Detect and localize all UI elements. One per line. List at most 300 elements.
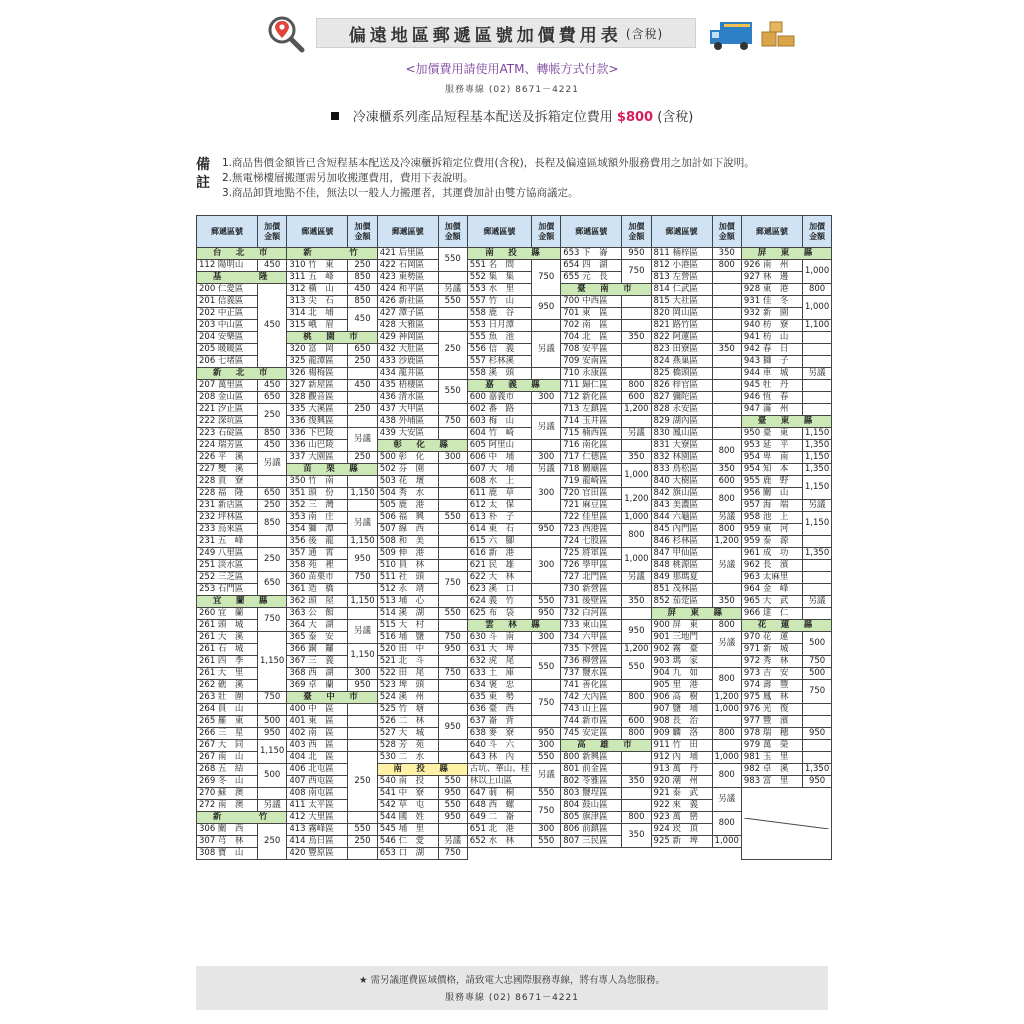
price-cell: 另議	[712, 548, 741, 584]
header-district: 郵遞區號	[287, 216, 348, 248]
price-cell	[712, 392, 741, 404]
price-cell	[802, 356, 831, 368]
header-price-line1: 加價	[718, 221, 735, 231]
price-cell: 800	[622, 692, 651, 704]
district-cell: 407 西屯區	[287, 776, 348, 788]
district-cell: 958 池 上	[741, 512, 802, 524]
district-cell: 636 臺 西	[467, 704, 532, 716]
price-cell: 650	[258, 572, 287, 596]
price-cell	[438, 308, 467, 320]
price-cell: 250	[348, 836, 377, 848]
price-cell: 750	[532, 692, 561, 716]
price-cell: 1,100	[802, 320, 831, 332]
district-cell: 708 安平區	[561, 344, 622, 356]
district-cell: 500 彰 化	[377, 452, 438, 464]
district-cell: 200 仁愛區	[197, 284, 258, 296]
price-cell: 另議	[712, 512, 741, 524]
district-cell: 511 社 頭	[377, 572, 438, 584]
price-cell: 800	[712, 668, 741, 692]
price-cell: 1,150	[348, 488, 377, 500]
district-cell: 925 新 埤	[651, 836, 712, 848]
price-cell: 950	[802, 776, 831, 788]
bullet-square-icon	[331, 112, 339, 120]
price-cell	[348, 476, 377, 488]
district-cell: 233 烏來區	[197, 524, 258, 536]
district-cell: 700 中西區	[561, 296, 622, 308]
header-price-line2: 金額	[538, 231, 555, 241]
price-cell: 250	[258, 500, 287, 512]
district-cell: 427 潭子區	[377, 308, 438, 320]
table-row	[197, 392, 832, 404]
price-cell: 750	[438, 416, 467, 428]
district-cell: 308 寶 山	[197, 848, 258, 860]
table-row	[197, 404, 832, 416]
price-cell: 800	[712, 260, 741, 272]
district-cell: 261 頭 城	[197, 620, 258, 632]
header-district: 郵遞區號	[741, 216, 802, 248]
region-header: 臺 南 市	[561, 284, 651, 296]
table-row	[197, 488, 832, 500]
district-cell: 652 水 林	[467, 836, 532, 848]
district-cell: 400 中 區	[287, 704, 348, 716]
price-cell: 650	[258, 488, 287, 500]
table-row	[197, 320, 832, 332]
table-row	[197, 584, 832, 596]
price-cell: 1,000	[802, 260, 831, 284]
district-cell: 979 萬 榮	[741, 740, 802, 752]
district-cell: 249 八里區	[197, 548, 258, 560]
district-cell: 973 吉 安	[741, 668, 802, 680]
district-cell: 615 六 腳	[467, 536, 532, 548]
district-cell: 709 安南區	[561, 356, 622, 368]
district-cell: 310 竹 東	[287, 260, 348, 272]
price-cell	[622, 800, 651, 812]
district-cell: 822 阿蓮區	[651, 332, 712, 344]
price-cell	[348, 416, 377, 428]
district-cell: 827 彌陀區	[651, 392, 712, 404]
district-cell: 805 旗津區	[561, 812, 622, 824]
price-cell	[348, 848, 377, 860]
district-cell: 424 和平區	[377, 284, 438, 296]
header-price-line1: 加價	[628, 221, 645, 231]
price-cell: 750	[438, 632, 467, 644]
price-cell: 350	[622, 452, 651, 464]
price-cell: 950	[348, 680, 377, 692]
price-cell: 750	[258, 608, 287, 632]
price-cell: 另議	[438, 284, 467, 296]
price-cell	[438, 704, 467, 716]
district-cell: 428 大雅區	[377, 320, 438, 332]
district-cell: 614 東 石	[467, 524, 532, 536]
header-price-line2: 金額	[264, 231, 281, 241]
district-cell: 435 梧棲區	[377, 380, 438, 392]
price-cell: 950	[438, 788, 467, 800]
price-cell: 250	[348, 404, 377, 416]
district-cell: 843 美濃區	[651, 500, 712, 512]
header-price-line1: 加價	[538, 221, 555, 231]
price-cell	[532, 716, 561, 728]
price-cell	[532, 440, 561, 452]
district-cell: 712 新化區	[561, 392, 622, 404]
price-cell: 350	[622, 824, 651, 848]
table-row	[197, 548, 832, 560]
district-cell: 844 六龜區	[651, 512, 712, 524]
district-cell: 653 口 湖	[377, 848, 438, 860]
district-cell: 982 卓 溪	[741, 764, 802, 776]
district-cell: 852 茄萣區	[651, 596, 712, 608]
district-cell: 607 大 埔	[467, 464, 532, 476]
header-price-line2: 金額	[628, 231, 645, 241]
price-cell	[802, 752, 831, 764]
district-cell: 946 恆 春	[741, 392, 802, 404]
district-cell: 365 泰 安	[287, 632, 348, 644]
price-cell: 350	[712, 248, 741, 260]
price-cell: 1,200	[622, 404, 651, 416]
price-cell	[438, 488, 467, 500]
price-cell: 650	[348, 344, 377, 356]
district-cell: 336 山巴陵	[287, 440, 348, 452]
district-cell: 732 白河區	[561, 608, 622, 620]
fridge-fee-line	[0, 106, 1024, 125]
price-cell	[348, 608, 377, 620]
district-cell: 363 公 館	[287, 608, 348, 620]
table-row	[197, 740, 832, 752]
district-cell: 207 萬里區	[197, 380, 258, 392]
district-cell: 526 二 林	[377, 716, 438, 728]
district-cell: 267 大 同	[197, 740, 258, 752]
table-row	[197, 524, 832, 536]
remark-item: 3.商品卸貨地點不佳，無法以一般人力搬運者，其運費加計由雙方協商議定。	[222, 187, 579, 199]
region-header: 台 北 市	[197, 248, 287, 260]
district-cell: 602 番 路	[467, 404, 532, 416]
header-district: 郵遞區號	[197, 216, 258, 248]
table-row	[197, 344, 832, 356]
price-cell: 550	[438, 248, 467, 272]
district-cell: 745 安定區	[561, 728, 622, 740]
header-district: 郵遞區號	[377, 216, 438, 248]
price-cell: 另議	[532, 464, 561, 476]
district-cell: 432 大肚區	[377, 344, 438, 356]
rate-table	[196, 215, 832, 860]
district-cell: 983 富 里	[741, 776, 802, 788]
district-cell: 315 峨 眉	[287, 320, 348, 332]
price-cell	[622, 440, 651, 452]
table-row	[197, 716, 832, 728]
district-cell: 647 莿 桐	[467, 788, 532, 800]
price-cell: 600	[712, 476, 741, 488]
district-cell: 404 北 區	[287, 752, 348, 764]
price-cell: 850	[258, 428, 287, 440]
price-cell: 750	[438, 668, 467, 680]
header-price	[622, 216, 651, 248]
table-row	[197, 428, 832, 440]
price-cell	[802, 584, 831, 596]
price-cell: 950	[532, 296, 561, 320]
price-cell	[258, 788, 287, 800]
district-cell: 364 大 湖	[287, 620, 348, 632]
district-cell: 621 民 雄	[467, 560, 532, 572]
price-cell: 1,000	[712, 752, 741, 764]
district-cell: 823 田寮區	[651, 344, 712, 356]
district-cell: 821 路竹區	[651, 320, 712, 332]
price-cell: 450	[348, 284, 377, 296]
district-cell: 961 成 功	[741, 548, 802, 560]
price-cell: 1,000	[712, 836, 741, 848]
price-cell	[622, 296, 651, 308]
district-cell: 972 秀 林	[741, 656, 802, 668]
region-header: 臺 中 市	[287, 692, 377, 704]
price-cell: 850	[258, 512, 287, 536]
price-cell: 750	[532, 800, 561, 824]
price-cell: 1,150	[348, 536, 377, 548]
price-cell	[712, 404, 741, 416]
price-cell: 550	[438, 296, 467, 308]
district-cell: 509 伸 港	[377, 548, 438, 560]
price-cell	[712, 740, 741, 752]
price-cell	[438, 740, 467, 752]
price-cell	[438, 620, 467, 632]
region-header: 彰 化 縣	[377, 440, 467, 452]
district-cell: 406 北屯區	[287, 764, 348, 776]
district-cell: 361 造 橋	[287, 584, 348, 596]
district-cell: 439 大安區	[377, 428, 438, 440]
table-row	[197, 848, 832, 860]
district-cell: 801 前金區	[561, 764, 622, 776]
district-cell: 921 泰 武	[651, 788, 712, 800]
district-cell: 503 花 壇	[377, 476, 438, 488]
price-cell	[802, 704, 831, 716]
district-cell: 717 仁德區	[561, 452, 622, 464]
boxes-icon	[762, 22, 794, 46]
district-cell: 546 仁 愛	[377, 836, 438, 848]
district-cell: 971 新 城	[741, 644, 802, 656]
district-cell: 545 埔 里	[377, 824, 438, 836]
table-row	[197, 476, 832, 488]
district-cell: 362 頭 屋	[287, 596, 348, 608]
district-cell: 913 萬 丹	[651, 764, 712, 776]
district-cell: 806 前鎮區	[561, 824, 622, 836]
district-cell: 851 茂林區	[651, 584, 712, 596]
table-row	[197, 284, 832, 296]
district-cell: 613 朴 子	[467, 512, 532, 524]
district-cell: 630 斗 南	[467, 632, 532, 644]
header-price	[438, 216, 467, 248]
district-cell: 412 大里區	[287, 812, 348, 824]
district-cell: 831 大寮區	[651, 440, 712, 452]
district-cell: 551 名 間	[467, 260, 532, 272]
district-cell: 265 羅 東	[197, 716, 258, 728]
district-cell: 林以上山區	[467, 776, 532, 788]
district-cell: 311 五 峰	[287, 272, 348, 284]
price-cell: 800	[712, 440, 741, 464]
district-cell: 653 下 崙	[561, 248, 622, 260]
district-cell: 328 觀音區	[287, 392, 348, 404]
district-cell: 944 車 城	[741, 368, 802, 380]
price-cell: 950	[802, 728, 831, 740]
district-cell: 724 七股區	[561, 536, 622, 548]
district-cell: 718 關廟區	[561, 464, 622, 476]
header-price	[348, 216, 377, 248]
price-cell: 800	[622, 812, 651, 824]
district-cell: 541 中 寮	[377, 788, 438, 800]
price-cell: 300	[532, 452, 561, 464]
district-cell: 421 后里區	[377, 248, 438, 260]
district-cell: 957 海 端	[741, 500, 802, 512]
district-cell: 813 左營區	[651, 272, 712, 284]
district-cell: 314 北 埔	[287, 308, 348, 320]
district-cell: 402 南 區	[287, 728, 348, 740]
district-cell: 733 東山區	[561, 620, 622, 632]
price-cell: 1,150	[348, 596, 377, 608]
district-cell: 367 三 義	[287, 656, 348, 668]
price-cell	[438, 476, 467, 488]
price-cell: 800	[802, 284, 831, 296]
price-cell	[438, 320, 467, 332]
district-cell: 263 壯 圍	[197, 692, 258, 704]
price-cell	[532, 536, 561, 548]
district-cell: 540 南 投	[377, 776, 438, 788]
district-cell: 351 頭 份	[287, 488, 348, 500]
price-cell: 600	[622, 392, 651, 404]
price-cell: 800	[622, 380, 651, 392]
district-cell: 623 溪 口	[467, 584, 532, 596]
price-cell: 250	[348, 260, 377, 272]
district-cell: 909 麟 洛	[651, 728, 712, 740]
district-cell: 811 楠梓區	[651, 248, 712, 260]
price-cell: 350	[622, 332, 651, 344]
region-header: 雲 林 縣	[467, 620, 561, 632]
district-cell: 900 屏 東	[651, 620, 712, 632]
district-cell: 926 南 州	[741, 260, 802, 272]
table-row	[197, 632, 832, 644]
district-cell: 201 信義區	[197, 296, 258, 308]
district-cell: 520 田 中	[377, 644, 438, 656]
district-cell: 911 竹 田	[651, 740, 712, 752]
header	[0, 8, 1024, 52]
price-cell: 1,150	[802, 476, 831, 500]
district-cell: 437 大甲區	[377, 404, 438, 416]
header-price-line2: 金額	[809, 231, 826, 241]
price-cell	[438, 524, 467, 536]
price-cell: 250	[258, 548, 287, 572]
district-cell: 954 知 本	[741, 464, 802, 476]
district-cell: 643 林 內	[467, 752, 532, 764]
region-header: 新 竹	[287, 248, 377, 260]
price-cell	[438, 692, 467, 704]
title-tax-label: (含稅)	[625, 26, 664, 41]
price-cell: 800	[712, 812, 741, 836]
district-cell: 845 內門區	[651, 524, 712, 536]
price-cell	[802, 332, 831, 344]
district-cell: 651 北 港	[467, 824, 532, 836]
price-cell: 250	[258, 824, 287, 860]
price-cell	[622, 680, 651, 692]
price-cell	[712, 296, 741, 308]
table-row	[197, 416, 832, 428]
fridge-fee-tax: (含稅)	[657, 110, 694, 125]
price-cell	[802, 608, 831, 620]
price-cell	[712, 656, 741, 668]
price-cell: 300	[532, 740, 561, 752]
district-cell: 251 淡水區	[197, 560, 258, 572]
price-cell	[712, 416, 741, 428]
price-cell	[712, 368, 741, 380]
district-cell: 955 鹿 野	[741, 476, 802, 488]
price-cell	[348, 812, 377, 824]
price-cell: 850	[348, 296, 377, 308]
table-row	[197, 356, 832, 368]
header-price-line1: 加價	[444, 221, 461, 231]
district-cell: 802 苓雅區	[561, 776, 622, 788]
price-cell: 300	[438, 452, 467, 464]
district-cell: 205 暖暖區	[197, 344, 258, 356]
price-cell: 另議	[802, 368, 831, 380]
district-cell: 507 線 西	[377, 524, 438, 536]
district-cell: 720 官田區	[561, 488, 622, 500]
table-row	[197, 728, 832, 740]
price-cell: 350	[712, 596, 741, 608]
price-cell: 300	[532, 632, 561, 644]
title-banner	[316, 18, 696, 48]
price-cell	[438, 680, 467, 692]
header-district: 郵遞區號	[651, 216, 712, 248]
district-cell: 730 新營區	[561, 584, 622, 596]
region-header: 屏 東 縣	[741, 248, 831, 260]
district-cell: 804 鼓山區	[561, 800, 622, 812]
district-cell: 964 金 峰	[741, 584, 802, 596]
district-cell: 632 虎 尾	[467, 656, 532, 668]
price-cell	[802, 404, 831, 416]
price-cell: 950	[258, 728, 287, 740]
district-cell: 744 新市區	[561, 716, 622, 728]
price-cell: 450	[258, 380, 287, 392]
price-cell	[712, 308, 741, 320]
price-cell	[348, 740, 377, 752]
district-cell: 710 永康區	[561, 368, 622, 380]
table-row	[197, 668, 832, 680]
price-cell: 950	[438, 644, 467, 656]
price-cell: 750	[532, 260, 561, 296]
price-cell: 450	[258, 284, 287, 368]
price-cell: 450	[348, 380, 377, 392]
price-cell	[622, 608, 651, 620]
price-cell: 550	[532, 752, 561, 764]
district-cell: 735 下營區	[561, 644, 622, 656]
price-cell: 另議	[348, 512, 377, 536]
district-cell: 267 南 山	[197, 752, 258, 764]
district-cell: 252 三芝區	[197, 572, 258, 584]
price-cell: 550	[532, 596, 561, 608]
price-cell	[622, 344, 651, 356]
price-cell: 另議	[802, 500, 831, 512]
district-cell: 228 福 隆	[197, 488, 258, 500]
price-cell: 750	[438, 572, 467, 596]
price-cell	[438, 824, 467, 836]
price-cell: 250	[348, 356, 377, 368]
price-cell: 250	[438, 332, 467, 368]
price-cell	[712, 716, 741, 728]
district-cell: 414 烏日區	[287, 836, 348, 848]
district-cell: 438 外埔區	[377, 416, 438, 428]
district-cell: 505 鹿 港	[377, 500, 438, 512]
district-cell: 737 鹽水區	[561, 668, 622, 680]
price-cell	[802, 560, 831, 572]
district-cell: 825 橋頭區	[651, 368, 712, 380]
district-cell: 272 南 澳	[197, 800, 258, 812]
district-cell: 906 高 樹	[651, 692, 712, 704]
district-cell: 723 西港區	[561, 524, 622, 536]
district-cell: 203 中山區	[197, 320, 258, 332]
